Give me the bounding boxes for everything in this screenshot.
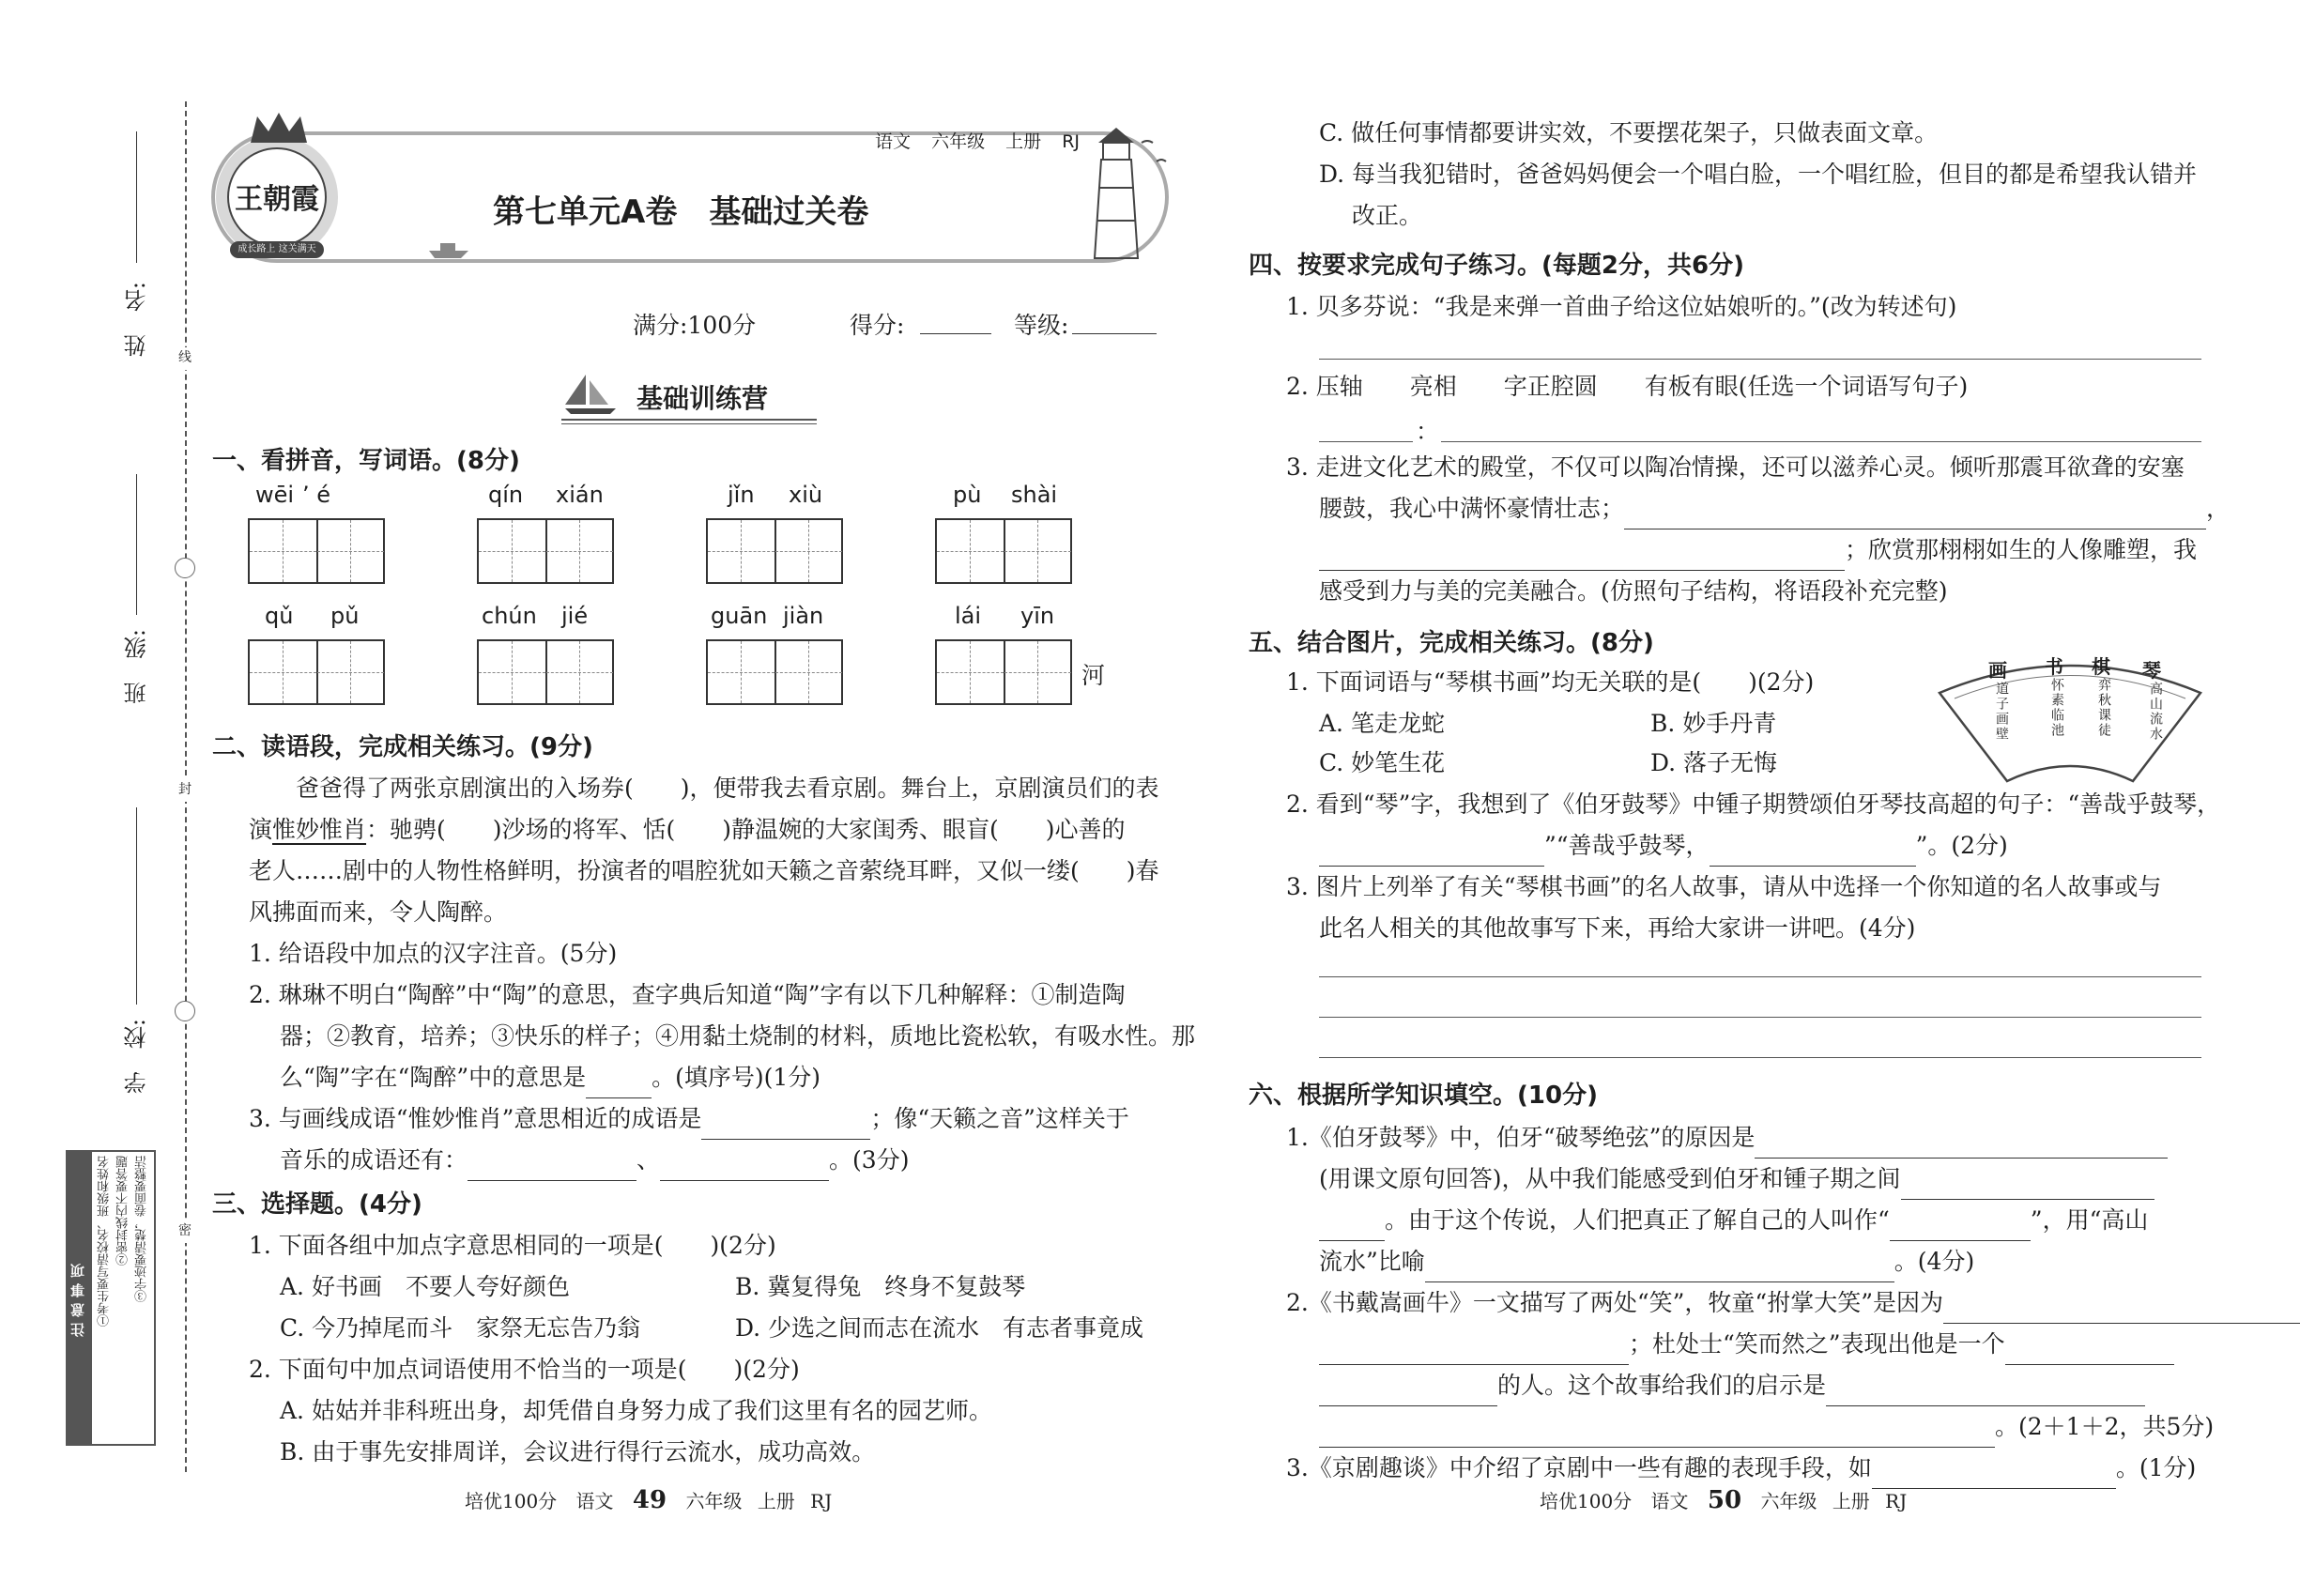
- answer-blank[interactable]: [1872, 1460, 2116, 1489]
- answer-line[interactable]: [1319, 1017, 2201, 1018]
- passage-line: 老人……剧中的人物性格鲜明，扮演者的唱腔犹如天籁之音萦绕耳畔，又似一缕( )春: [249, 857, 1159, 884]
- option-b[interactable]: B. 冀复得兔 终身不复鼓琴: [735, 1273, 1026, 1300]
- answer-line[interactable]: [1319, 441, 1413, 442]
- option-c[interactable]: C. 妙笔生花: [1319, 749, 1446, 776]
- question-cont: 腰鼓，我心中满怀豪情壮志； ，: [1319, 488, 2230, 529]
- question-cont: 此名人相关的其他故事写下来，再给大家讲一讲吧。(4分): [1319, 914, 1916, 942]
- underlined-idiom: 惟妙惟肖: [272, 816, 367, 843]
- answer-blank[interactable]: [1319, 1212, 1385, 1241]
- fan-head: 棋: [2092, 655, 2110, 678]
- option-b[interactable]: B. 妙手丹青: [1650, 710, 1777, 737]
- answer-blank[interactable]: [468, 1152, 636, 1181]
- passage-line: 演惟妙惟肖：驰骋( )沙场的将军、恬( )静温婉的大家闺秀、眼盲( )心善的: [249, 816, 1126, 843]
- question-cont: 器；②教育，培养；③快乐的样子；④用黏土烧制的材料，质地比瓷松软，有吸水性。那: [280, 1022, 1196, 1050]
- mark-xian: 线: [175, 347, 195, 370]
- answer-blank[interactable]: [586, 1069, 652, 1098]
- boat-icon: [427, 239, 470, 260]
- answer-line[interactable]: [1441, 441, 2201, 442]
- question: 2.《书戴嵩画牛》一文描写了两处“笑”，牧童“拊掌大笑”是因为: [1286, 1282, 2300, 1324]
- section-3-title: 三、选择题。(4分): [212, 1190, 422, 1219]
- name-label: 姓 名:: [124, 282, 150, 358]
- question: 1. 给语段中加点的汉字注音。(5分): [249, 940, 618, 967]
- pinyin: xián: [556, 482, 604, 508]
- pinyin: shài: [1011, 482, 1058, 508]
- tianzige-box[interactable]: [935, 518, 1072, 584]
- pinyin: guān: [711, 603, 768, 629]
- full-score: 满分:100分: [633, 312, 757, 339]
- school-label: 学 校:: [124, 1019, 150, 1095]
- pinyin: qín: [488, 482, 524, 508]
- section-2-title: 二、读语段，完成相关练习。(9分): [212, 733, 593, 761]
- section-5-title: 五、结合图片，完成相关练习。(8分): [1249, 629, 1654, 657]
- answer-blank[interactable]: [1943, 1295, 2300, 1324]
- mark-feng: 封: [175, 779, 195, 802]
- fan-head: 画: [1988, 659, 2007, 682]
- answer-blank[interactable]: [1901, 1171, 2154, 1200]
- score-field[interactable]: [920, 333, 991, 334]
- option-d[interactable]: D. 落子无悔: [1650, 749, 1778, 776]
- question-cont: 感受到力与美的完美融合。(仿照句子结构，将语段补充完整): [1319, 577, 1948, 605]
- answer-blank[interactable]: [1826, 1377, 2145, 1406]
- option-a[interactable]: A. 姑姑并非科班出身，却凭借自身努力成了我们这里有名的园艺师。: [280, 1397, 992, 1424]
- option-a[interactable]: A. 好书画 不要人夸好颜色: [280, 1273, 570, 1300]
- question: 1. 下面词语与“琴棋书画”均无关联的是( )(2分): [1286, 668, 1815, 696]
- pinyin: wēi: [255, 482, 295, 508]
- fan-illustration: [1934, 638, 2206, 789]
- answer-blank[interactable]: [1319, 837, 1544, 867]
- tag-edition: RJ: [1062, 131, 1080, 152]
- page-title: 第七单元A卷 基础过关卷: [493, 193, 869, 231]
- note-3: ③字迹要清楚，卷面要整洁: [135, 1156, 149, 1302]
- pinyin: jǐn: [728, 482, 755, 508]
- question: 1. 贝多芬说：“我是来弹一首曲子给这位姑娘听的。”(改为转述句): [1286, 293, 1957, 320]
- pinyin: qǔ: [265, 603, 294, 629]
- passage-line: 风拂面而来，令人陶醉。: [249, 898, 508, 926]
- header-tags: [875, 128, 1080, 153]
- fan-story: 高山流水: [2148, 682, 2163, 742]
- question-cont: ”“善哉乎鼓琴， ”。(2分): [1319, 825, 2008, 867]
- answer-blank[interactable]: [1624, 500, 2206, 529]
- question-cont: 音乐的成语还有： 、 。(3分): [280, 1140, 909, 1181]
- lighthouse-icon: [1070, 122, 1173, 263]
- tianzige-box[interactable]: [477, 518, 614, 584]
- sailboat-icon: [561, 371, 620, 416]
- question: 2. 下面句中加点词语使用不恰当的一项是( )(2分): [249, 1356, 800, 1383]
- pinyin: ’ é: [302, 482, 331, 508]
- tianzige-box[interactable]: [935, 639, 1072, 705]
- question-cont: (用课文原句回答)，从中我们能感受到伯牙和锺子期之间: [1319, 1159, 2154, 1200]
- fan-head: 琴: [2142, 659, 2161, 682]
- question-cont: ；杜处士“笑而然之”表现出他是一个: [1319, 1324, 2174, 1365]
- section-4-title: 四、按要求完成句子练习。(每题2分，共6分): [1249, 252, 1744, 280]
- answer-line[interactable]: [1319, 1057, 2201, 1058]
- pinyin: yīn: [1020, 603, 1055, 629]
- question: 3. 走进文化艺术的殿堂，不仅可以陶冶情操，还可以滋养心灵。倾听那震耳欲聋的安塞: [1286, 453, 2185, 481]
- class-label: 班 级:: [124, 629, 150, 705]
- question-cont: 。由于这个传说，人们把真正了解自己的人叫作“ ”，用“高山: [1319, 1200, 2148, 1241]
- question: 3. 与画线成语“惟妙惟肖”意思相近的成语是 ；像“天籁之音”这样关于: [249, 1098, 1129, 1140]
- tianzige-box[interactable]: [248, 518, 385, 584]
- option-d[interactable]: D. 每当我犯错时，爸爸妈妈便会一个唱白脸，一个唱红脸，但目的都是希望我认错并: [1319, 161, 2198, 188]
- tianzige-box[interactable]: [706, 639, 843, 705]
- crown-icon: [246, 111, 312, 145]
- answer-blank[interactable]: [1890, 1212, 2031, 1241]
- passage-line: 爸爸得了两张京剧演出的入场券( )，便带我去看京剧。舞台上，京剧演员们的表: [296, 775, 1159, 802]
- tag-term: 上册: [1005, 131, 1042, 152]
- question-cont: 么“陶”字在“陶醉”中的意思是 。(填序号)(1分): [280, 1057, 820, 1098]
- answer-blank[interactable]: [2005, 1336, 2174, 1365]
- section-1-title: 一、看拼音，写词语。(8分): [212, 447, 520, 475]
- mark-mi: 密: [175, 1220, 195, 1243]
- question: 2. 琳琳不明白“陶醉”中“陶”的意思，查字典后知道“陶”字有以下几种解释：①制造陶: [249, 981, 1126, 1008]
- answer-blank[interactable]: [701, 1111, 870, 1140]
- question-cont: 。(2＋1＋2，共5分): [1319, 1406, 2214, 1448]
- note-2: ②密封线内不要答题: [116, 1156, 130, 1266]
- question: 3.《京剧趣谈》中介绍了京剧中一些有趣的表现手段，如 。(1分): [1286, 1448, 2196, 1489]
- school-field[interactable]: [136, 807, 137, 1005]
- pinyin: jiàn: [783, 603, 824, 629]
- fan-story: 弈秋课徒: [2096, 678, 2111, 738]
- pinyin: chún: [482, 603, 537, 629]
- logo-badge: [216, 136, 338, 258]
- answer-blank[interactable]: [1319, 542, 1845, 571]
- answer-blank[interactable]: [660, 1152, 829, 1181]
- question: 1. 下面各组中加点字意思相同的一项是( )(2分): [249, 1232, 776, 1259]
- tianzige-box[interactable]: [706, 518, 843, 584]
- option-c[interactable]: C. 今乃掉尾而斗 家祭无忘告乃翁: [280, 1314, 641, 1342]
- score-label: 得分:: [850, 312, 905, 339]
- grade-label: 等级:: [1014, 312, 1069, 339]
- question: 1.《伯牙鼓琴》中，伯牙“破琴绝弦”的原因是: [1286, 1117, 2168, 1159]
- note-1: ①考生要写清校名、班级和姓名: [98, 1156, 112, 1327]
- answer-blank[interactable]: [1319, 1419, 1995, 1448]
- page-number: 49: [632, 1486, 667, 1514]
- name-field[interactable]: [136, 131, 137, 263]
- question-cont: 流水”比喻 。(4分): [1319, 1241, 1974, 1282]
- tag-subject: 语文: [875, 131, 912, 152]
- punch-hole: [175, 558, 195, 578]
- notes-title: 注意事项: [68, 1152, 92, 1444]
- fan-story: 道子画壁: [1994, 682, 2009, 742]
- camp-title: 基础训练营: [636, 383, 769, 414]
- answer-blank[interactable]: [1710, 837, 1916, 867]
- pinyin: pǔ: [330, 603, 360, 629]
- question-cont: ；欣赏那栩栩如生的人像雕塑，我: [1319, 529, 2197, 571]
- question-cont: 的人。这个故事给我们的启示是: [1319, 1365, 2145, 1406]
- grade-field[interactable]: [1072, 333, 1157, 334]
- question: 2. 压轴 亮相 字正腔圆 有板有眼(任选一个词语写句子): [1286, 373, 1969, 400]
- tianzige-box[interactable]: [477, 639, 614, 705]
- answer-blank[interactable]: [1319, 1336, 1629, 1365]
- option-d-cont: 改正。: [1352, 202, 1423, 229]
- answer-blank[interactable]: [1425, 1253, 1894, 1282]
- answer-blank[interactable]: [1319, 1377, 1497, 1406]
- question: 2. 看到“琴”字，我想到了《伯牙鼓琴》中锺子期赞颂伯牙琴技高超的句子：“善哉乎鼓琴，: [1286, 790, 2221, 818]
- answer-line[interactable]: [1319, 976, 2201, 977]
- tag-grade: 六年级: [931, 131, 986, 152]
- camp-underline: [561, 419, 817, 421]
- page-number: 50: [1707, 1486, 1742, 1514]
- option-c[interactable]: C. 做任何事情都要讲实效，不要摆花架子，只做表面文章。: [1319, 119, 1939, 146]
- suffix-he: 河: [1081, 662, 1106, 689]
- class-field[interactable]: [136, 474, 137, 615]
- fan-story: 怀素临池: [2049, 678, 2064, 738]
- pinyin: xiù: [789, 482, 823, 508]
- logo-slogan: 成长路上 这关满天: [230, 241, 324, 258]
- footer-left: 培优100分 语文 49 六年级 上册 RJ: [465, 1486, 833, 1514]
- notes-box: [66, 1150, 156, 1446]
- answer-line[interactable]: [1319, 359, 2201, 360]
- section-6-title: 六、根据所学知识填空。(10分): [1249, 1082, 1598, 1110]
- question: 3. 图片上列举了有关“琴棋书画”的名人故事，请从中选择一个你知道的名人故事或与: [1286, 873, 2162, 900]
- punch-hole: [175, 1001, 195, 1021]
- pinyin: jié: [561, 603, 589, 629]
- pinyin: lái: [955, 603, 982, 629]
- tianzige-box[interactable]: [248, 639, 385, 705]
- option-d[interactable]: D. 少选之间而志在流水 有志者事竟成: [735, 1314, 1144, 1342]
- logo-text: 王朝霞: [235, 183, 319, 216]
- option-a[interactable]: A. 笔走龙蛇: [1319, 710, 1445, 737]
- pinyin: pù: [953, 482, 982, 508]
- footer-right: 培优100分 语文 50 六年级 上册 RJ: [1540, 1486, 1908, 1514]
- fan-head: 书: [2045, 655, 2063, 678]
- answer-blank[interactable]: [1755, 1129, 2168, 1159]
- option-b[interactable]: B. 由于事先安排周详，会议进行得行云流水，成功高效。: [280, 1438, 876, 1466]
